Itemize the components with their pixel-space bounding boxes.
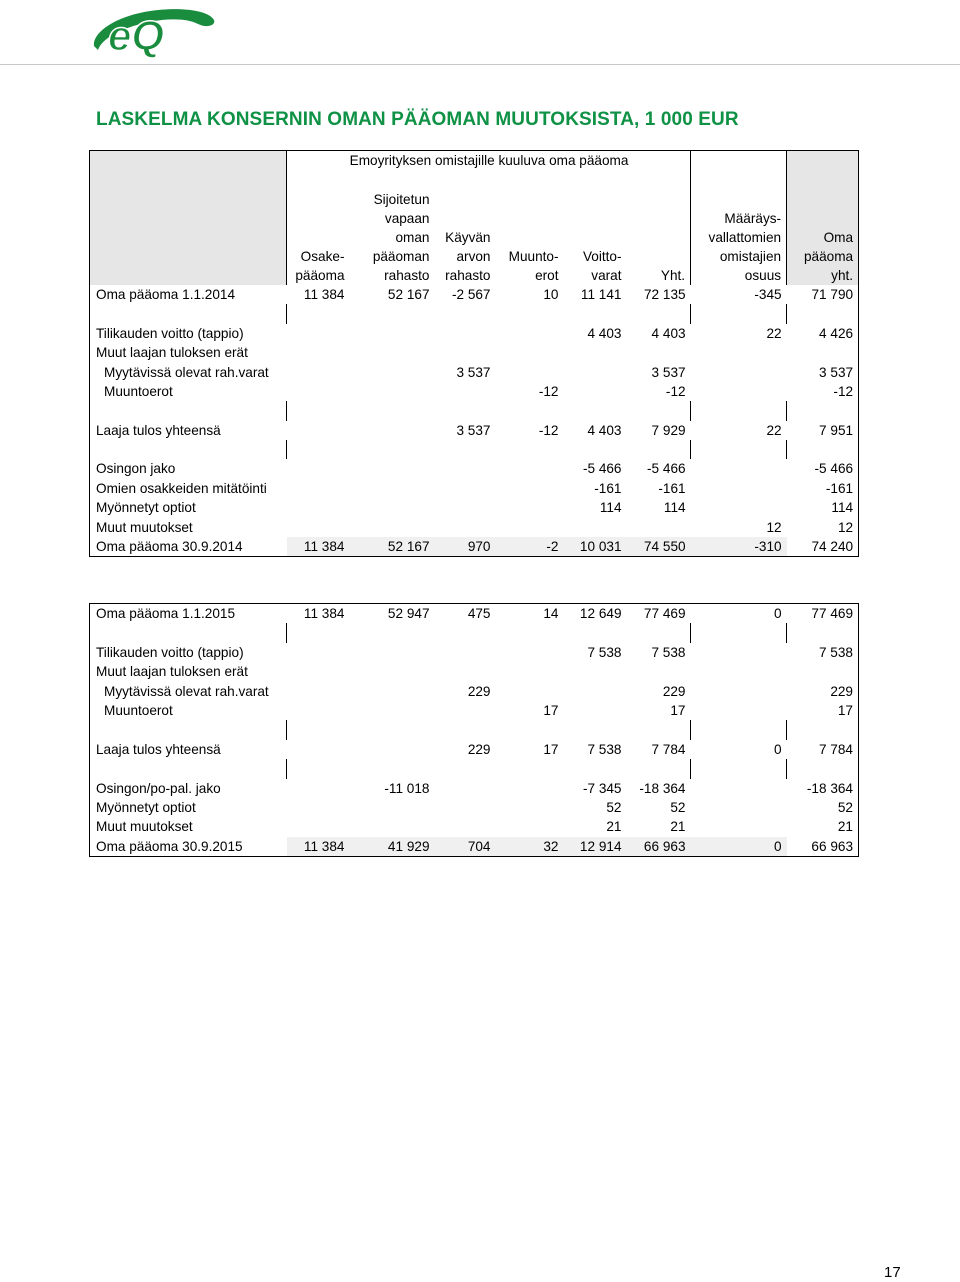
value-cell — [287, 517, 350, 536]
value-cell — [350, 643, 435, 662]
value-cell — [287, 498, 350, 517]
value-cell — [350, 421, 435, 440]
value-cell: -12 — [538, 422, 559, 438]
value-cell — [435, 779, 496, 798]
table-row — [90, 362, 859, 381]
value-cell — [435, 517, 496, 536]
value-cell: -161 — [658, 480, 686, 496]
row-label: Oma pääoma 1.1.2015 — [90, 604, 287, 624]
value-cell: 7 951 — [787, 421, 859, 440]
table-row — [90, 604, 859, 624]
value-cell: -5 466 — [787, 459, 859, 478]
value-cell — [435, 382, 496, 401]
value-cell — [691, 701, 787, 720]
value-cell — [435, 343, 496, 362]
value-cell — [496, 459, 564, 478]
value-cell: 0 — [773, 741, 782, 757]
value-cell — [564, 662, 627, 681]
value-cell: -161 — [787, 479, 859, 498]
value-cell — [435, 662, 496, 681]
table-row — [90, 701, 859, 720]
value-cell — [287, 421, 350, 440]
value-cell: 66 963 — [627, 837, 691, 857]
value-cell: 41 929 — [350, 837, 435, 857]
value-cell: 74 550 — [627, 537, 691, 557]
value-cell — [287, 798, 350, 817]
value-cell: 7 538 — [587, 644, 622, 660]
value-cell — [496, 517, 564, 536]
svg-text:eQ: eQ — [108, 12, 165, 58]
value-cell — [287, 324, 350, 343]
equity-changes-table-2015 — [89, 603, 859, 857]
value-cell: 10 031 — [564, 537, 627, 557]
value-cell — [691, 498, 787, 517]
value-cell — [287, 382, 350, 401]
table-row — [90, 479, 859, 498]
table-row — [90, 817, 859, 836]
value-cell: 704 — [435, 837, 496, 857]
value-cell — [287, 682, 350, 701]
spacer-row — [90, 440, 859, 459]
value-cell — [287, 643, 350, 662]
value-cell — [435, 817, 496, 836]
value-cell: 4 403 — [587, 422, 622, 438]
value-cell: -11 018 — [384, 780, 430, 796]
table-row — [90, 285, 859, 304]
page-title: LASKELMA KONSERNIN OMAN PÄÄOMAN MUUTOKSISTA, 1 000 EUR — [96, 109, 739, 130]
value-cell — [287, 459, 350, 478]
value-cell: 0 — [773, 606, 782, 622]
value-cell: 4 426 — [787, 324, 859, 343]
value-cell: 229 — [662, 683, 686, 699]
value-cell — [691, 798, 787, 817]
row-label: Muut muutokset — [90, 817, 287, 836]
value-cell: 229 — [467, 683, 491, 699]
table-row — [90, 459, 859, 478]
value-cell — [691, 682, 787, 701]
table-row — [90, 798, 859, 817]
value-cell — [350, 517, 435, 536]
value-cell — [691, 479, 787, 498]
table-row — [90, 517, 859, 536]
value-cell — [627, 517, 691, 536]
row-label: Tilikauden voitto (tappio) — [90, 324, 287, 343]
row-label: Muut muutokset — [90, 517, 287, 536]
spacer-row — [90, 304, 859, 323]
value-cell — [435, 798, 496, 817]
row-label: Laaja tulos yhteensä — [90, 421, 287, 440]
column-header: Määräys- vallattomien omistajien osuus — [691, 190, 787, 285]
value-cell — [350, 362, 435, 381]
value-cell — [287, 817, 350, 836]
value-cell — [496, 324, 564, 343]
page-number: 17 — [884, 1264, 901, 1281]
table-row — [90, 537, 859, 557]
table-row — [90, 662, 859, 681]
value-cell: 17 — [670, 703, 686, 719]
row-label: Muuntoerot — [90, 701, 287, 720]
row-label: Oma pääoma 1.1.2014 — [90, 285, 287, 304]
value-cell: 4 403 — [651, 325, 686, 341]
row-label: Myönnetyt optiot — [90, 798, 287, 817]
value-cell: 970 — [435, 537, 496, 557]
value-cell — [691, 459, 787, 478]
spacer-row — [90, 720, 859, 739]
value-cell: 0 — [691, 837, 787, 857]
value-cell: 475 — [467, 606, 491, 622]
value-cell — [496, 682, 564, 701]
value-cell — [564, 343, 627, 362]
value-cell: -12 — [538, 383, 559, 399]
value-cell: 11 141 — [580, 286, 622, 302]
value-cell: -345 — [754, 286, 782, 302]
value-cell: 229 — [467, 741, 491, 757]
value-cell: -310 — [691, 537, 787, 557]
value-cell: 11 384 — [287, 537, 350, 557]
value-cell — [350, 798, 435, 817]
value-cell: 17 — [787, 701, 859, 720]
spacer-row — [90, 401, 859, 420]
table-row — [90, 421, 859, 440]
value-cell — [287, 343, 350, 362]
row-label: Osingon/po-pal. jako — [90, 779, 287, 798]
value-cell — [287, 662, 350, 681]
row-label: Myytävissä olevat rah.varat — [90, 362, 287, 381]
value-cell — [350, 479, 435, 498]
value-cell — [496, 643, 564, 662]
value-cell: -18 364 — [787, 779, 859, 798]
column-header: Oma pääoma yht. — [787, 190, 859, 285]
value-cell — [287, 701, 350, 720]
value-cell: 3 537 — [456, 422, 491, 438]
row-label: Muuntoerot — [90, 382, 287, 401]
value-cell — [496, 817, 564, 836]
column-header: Käyvän arvon rahasto — [445, 229, 491, 283]
value-cell: 22 — [766, 422, 782, 438]
value-cell — [564, 701, 627, 720]
value-cell: 52 — [670, 800, 686, 816]
value-cell: 52 167 — [387, 286, 430, 302]
value-cell: 12 914 — [564, 837, 627, 857]
value-cell — [350, 459, 435, 478]
table-row — [90, 382, 859, 401]
value-cell — [691, 643, 787, 662]
value-cell — [564, 382, 627, 401]
value-cell: 4 403 — [587, 325, 622, 341]
value-cell — [691, 343, 787, 362]
value-cell: 52 947 — [387, 606, 430, 622]
eq-logo — [88, 2, 220, 58]
value-cell — [691, 662, 787, 681]
value-cell: -2 567 — [451, 286, 491, 302]
row-label: Muut laajan tuloksen erät — [90, 343, 287, 362]
value-cell: -5 466 — [647, 461, 686, 477]
value-cell — [691, 779, 787, 798]
value-cell: -12 — [665, 383, 686, 399]
value-cell — [435, 643, 496, 662]
value-cell: 114 — [787, 498, 859, 517]
value-cell: 22 — [766, 325, 782, 341]
row-label: Omien osakkeiden mitätöinti — [90, 479, 287, 498]
value-cell: 11 384 — [303, 286, 345, 302]
value-cell: 32 — [496, 837, 564, 857]
value-cell — [350, 662, 435, 681]
value-cell: 21 — [606, 819, 622, 835]
value-cell — [627, 343, 691, 362]
value-cell: 229 — [787, 682, 859, 701]
value-cell — [496, 662, 564, 681]
value-cell: 3 537 — [456, 364, 491, 380]
value-cell — [350, 382, 435, 401]
value-cell — [287, 362, 350, 381]
value-cell — [496, 362, 564, 381]
value-cell: -161 — [594, 480, 622, 496]
value-cell — [350, 817, 435, 836]
value-cell: 3 537 — [787, 362, 859, 381]
value-cell — [787, 343, 859, 362]
value-cell — [496, 779, 564, 798]
value-cell — [691, 382, 787, 401]
value-cell: 77 469 — [787, 604, 859, 624]
value-cell — [627, 662, 691, 681]
value-cell: 12 649 — [579, 606, 622, 622]
value-cell: 10 — [543, 286, 559, 302]
owners-equity-group-header: Emoyrityksen omistajille kuuluva oma pääoma — [287, 151, 691, 171]
row-label: Myönnetyt optiot — [90, 498, 287, 517]
value-cell — [691, 817, 787, 836]
value-cell: 66 963 — [787, 837, 859, 857]
value-cell: 12 — [766, 519, 782, 535]
value-cell — [435, 498, 496, 517]
value-cell: 21 — [670, 819, 686, 835]
value-cell — [496, 498, 564, 517]
value-cell: 7 784 — [787, 740, 859, 759]
value-cell: 71 790 — [787, 285, 859, 304]
value-cell — [435, 459, 496, 478]
value-cell — [435, 479, 496, 498]
value-cell — [350, 343, 435, 362]
row-label: Myytävissä olevat rah.varat — [90, 682, 287, 701]
row-label: Muut laajan tuloksen erät — [90, 662, 287, 681]
spacer-row — [90, 623, 859, 642]
value-cell: 77 469 — [643, 606, 686, 622]
header-rule — [0, 64, 960, 65]
value-cell: 52 167 — [350, 537, 435, 557]
column-header: Sijoitetun vapaan oman pääoman rahasto — [372, 191, 430, 283]
value-cell: 11 384 — [303, 606, 345, 622]
value-cell: 21 — [787, 817, 859, 836]
table-row — [90, 682, 859, 701]
value-cell: 17 — [543, 741, 559, 757]
value-cell — [350, 498, 435, 517]
table-row — [90, 498, 859, 517]
table-row — [90, 740, 859, 759]
column-header-row — [90, 190, 859, 285]
equity-changes-table-2014 — [89, 150, 859, 557]
row-label: Osingon jako — [90, 459, 287, 478]
value-cell: 114 — [599, 500, 622, 516]
row-label: Laaja tulos yhteensä — [90, 740, 287, 759]
table-row — [90, 324, 859, 343]
table-row — [90, 343, 859, 362]
spacer-row — [90, 759, 859, 778]
value-cell — [350, 740, 435, 759]
value-cell: -12 — [787, 382, 859, 401]
value-cell: 52 — [787, 798, 859, 817]
column-header: Muunto- erot — [508, 248, 559, 283]
value-cell: 12 — [787, 517, 859, 536]
column-header: Voitto- varat — [582, 248, 622, 283]
value-cell — [287, 740, 350, 759]
row-label: Oma pääoma 30.9.2015 — [90, 837, 287, 857]
value-cell — [435, 701, 496, 720]
value-cell: 7 538 — [587, 741, 622, 757]
value-cell: -7 345 — [582, 780, 622, 796]
row-label: Oma pääoma 30.9.2014 — [90, 537, 287, 557]
value-cell: 52 — [606, 800, 622, 816]
value-cell: 74 240 — [787, 537, 859, 557]
value-cell — [435, 324, 496, 343]
value-cell: -5 466 — [582, 461, 622, 477]
value-cell: 11 384 — [287, 837, 350, 857]
value-cell — [287, 779, 350, 798]
value-cell: 7 929 — [651, 422, 686, 438]
table-row — [90, 643, 859, 662]
value-cell: -18 364 — [639, 780, 686, 796]
value-cell — [496, 343, 564, 362]
value-cell: 14 — [543, 606, 559, 622]
value-cell — [496, 798, 564, 817]
value-cell — [691, 362, 787, 381]
value-cell — [350, 701, 435, 720]
value-cell: 72 135 — [644, 286, 686, 302]
value-cell: -2 — [496, 537, 564, 557]
value-cell: 7 784 — [651, 741, 686, 757]
row-label: Tilikauden voitto (tappio) — [90, 643, 287, 662]
table-row — [90, 837, 859, 857]
value-cell: 7 538 — [787, 643, 859, 662]
value-cell: 7 538 — [651, 644, 686, 660]
value-cell: 17 — [543, 703, 559, 719]
column-header: Osake- pääoma — [287, 190, 350, 285]
value-cell: 114 — [663, 500, 686, 516]
value-cell — [287, 479, 350, 498]
value-cell: 3 537 — [651, 364, 686, 380]
value-cell — [350, 682, 435, 701]
value-cell — [350, 324, 435, 343]
table-row — [90, 779, 859, 798]
value-cell — [564, 362, 627, 381]
value-cell — [564, 682, 627, 701]
column-header: Yht. — [660, 267, 686, 283]
value-cell — [496, 479, 564, 498]
value-cell — [787, 662, 859, 681]
value-cell — [564, 517, 627, 536]
